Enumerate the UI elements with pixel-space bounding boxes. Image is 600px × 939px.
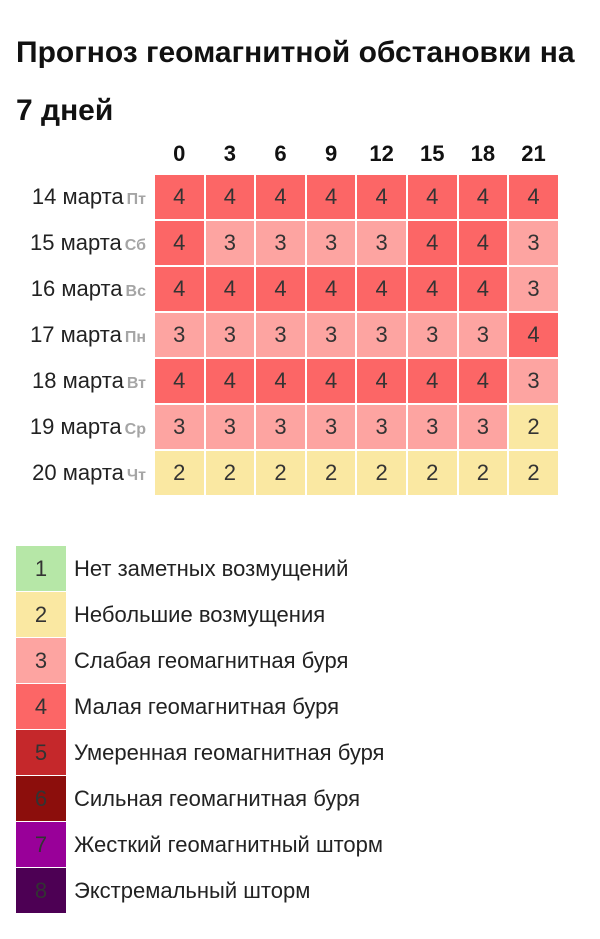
row-label — [0, 184, 150, 210]
row-date: 14 марта — [31, 184, 124, 209]
heatmap-cell: 3 — [407, 312, 458, 358]
heatmap-cell: 2 — [407, 450, 458, 496]
heatmap-cell: 4 — [306, 358, 357, 404]
heatmap-cell: 2 — [306, 450, 357, 496]
heatmap-row — [0, 266, 559, 312]
row-label — [0, 414, 150, 440]
heatmap-cell: 4 — [508, 312, 559, 358]
legend-item — [16, 638, 384, 684]
heatmap-cell: 4 — [205, 266, 256, 312]
heatmap-cell: 2 — [508, 450, 559, 496]
heatmap-cell: 4 — [154, 358, 205, 404]
legend-item — [16, 684, 384, 730]
hour-header-row — [154, 134, 559, 174]
legend-swatch: 2 — [16, 592, 66, 638]
legend-swatch: 5 — [16, 730, 66, 776]
row-weekday: Пт — [126, 191, 146, 208]
heatmap-cell: 4 — [205, 358, 256, 404]
hour-tick-label: 3 — [223, 141, 237, 166]
heatmap-cell: 4 — [458, 174, 509, 220]
heatmap-cell: 3 — [255, 404, 306, 450]
row-date: 18 марта — [32, 368, 124, 393]
heatmap-cell: 4 — [306, 174, 357, 220]
heatmap-cell: 4 — [407, 220, 458, 266]
heatmap-cell: 3 — [508, 358, 559, 404]
heatmap-cell: 4 — [255, 358, 306, 404]
heatmap-cell: 2 — [458, 450, 509, 496]
legend-item — [16, 822, 384, 868]
legend-label: Экстремальный шторм — [74, 878, 311, 903]
hour-tick-label: 15 — [420, 141, 445, 166]
heatmap-cell: 2 — [255, 450, 306, 496]
row-weekday: Вт — [126, 375, 146, 392]
row-label — [0, 368, 150, 394]
heatmap-cell: 4 — [205, 174, 256, 220]
heatmap-cell: 2 — [154, 450, 205, 496]
heatmap-cell: 4 — [356, 266, 407, 312]
heatmap-cell: 4 — [458, 266, 509, 312]
row-label — [0, 322, 150, 348]
heatmap-cell: 4 — [407, 266, 458, 312]
legend-item — [16, 546, 384, 592]
row-weekday: Сб — [124, 237, 146, 254]
legend-label: Жесткий геомагнитный шторм — [74, 832, 384, 857]
legend — [16, 546, 384, 914]
heatmap-row — [0, 358, 559, 404]
row-date: 16 марта — [30, 276, 123, 301]
heatmap-row — [0, 450, 559, 496]
heatmap-cell: 2 — [508, 404, 559, 450]
heatmap-cell: 4 — [458, 220, 509, 266]
row-date: 17 марта — [30, 322, 122, 347]
heatmap-cell: 3 — [306, 404, 357, 450]
hour-tick-label: 6 — [274, 141, 287, 166]
row-label — [0, 460, 150, 486]
heatmap-cell: 3 — [154, 312, 205, 358]
legend-label: Слабая геомагнитная буря — [74, 648, 349, 673]
heatmap-cell: 4 — [255, 266, 306, 312]
row-date: 19 марта — [29, 414, 122, 439]
heatmap-cell: 4 — [407, 174, 458, 220]
legend-swatch: 7 — [16, 822, 66, 868]
legend-item — [16, 592, 384, 638]
hour-tick-label: 0 — [173, 141, 186, 166]
legend-label: Нет заметных возмущений — [74, 556, 349, 581]
hour-tick-label: 9 — [324, 141, 338, 166]
hour-tick-label: 21 — [521, 141, 546, 166]
heatmap-cell: 4 — [306, 266, 357, 312]
heatmap-cell: 2 — [356, 450, 407, 496]
heatmap-cell: 3 — [205, 312, 256, 358]
heatmap-row — [0, 312, 559, 358]
heatmap-cell: 4 — [154, 174, 205, 220]
legend-swatch: 1 — [16, 546, 66, 592]
row-label — [0, 230, 150, 256]
heatmap-cell: 3 — [356, 312, 407, 358]
legend-swatch: 3 — [16, 638, 66, 684]
heatmap-cell: 4 — [255, 174, 306, 220]
row-weekday: Пн — [124, 329, 146, 346]
legend-label: Сильная геомагнитная буря — [74, 786, 360, 811]
legend-label: Умеренная геомагнитная буря — [74, 740, 385, 765]
heatmap-cell: 3 — [154, 404, 205, 450]
legend-swatch: 6 — [16, 776, 66, 822]
heatmap-cell: 3 — [205, 220, 256, 266]
heatmap-cell: 4 — [356, 358, 407, 404]
row-weekday: Вс — [125, 283, 146, 300]
row-weekday: Чт — [126, 467, 146, 484]
heatmap-cell: 3 — [508, 220, 559, 266]
row-weekday: Ср — [124, 421, 146, 438]
heatmap-cell: 4 — [154, 220, 205, 266]
heatmap-cell: 3 — [306, 312, 357, 358]
hour-tick-label: 18 — [470, 141, 496, 166]
heatmap-cell: 3 — [205, 404, 256, 450]
heatmap-cell: 3 — [356, 220, 407, 266]
heatmap-cell: 3 — [356, 404, 407, 450]
legend-item — [16, 776, 384, 822]
heatmap-cell: 4 — [407, 358, 458, 404]
heatmap-cell: 3 — [458, 404, 509, 450]
legend-label: Небольшие возмущения — [74, 602, 326, 627]
heatmap-row — [0, 220, 559, 266]
heatmap-cell: 3 — [407, 404, 458, 450]
row-label — [0, 276, 150, 302]
hour-tick-label: 12 — [369, 141, 394, 166]
heatmap-cell: 4 — [154, 266, 205, 312]
heatmap-cell: 3 — [508, 266, 559, 312]
heatmap-cell: 4 — [508, 174, 559, 220]
legend-swatch: 4 — [16, 684, 66, 730]
heatmap-cell: 4 — [458, 358, 509, 404]
legend-item — [16, 868, 384, 914]
legend-label: Малая геомагнитная буря — [74, 694, 339, 719]
heatmap-cell: 4 — [356, 174, 407, 220]
heatmap-cell: 3 — [255, 220, 306, 266]
heatmap-cell: 3 — [306, 220, 357, 266]
heatmap-cell: 3 — [458, 312, 509, 358]
heatmap-cell: 2 — [205, 450, 256, 496]
legend-swatch: 8 — [16, 868, 66, 914]
heatmap-row — [0, 404, 559, 450]
page-title: Прогноз геомагнитной обстановки на 7 дней — [16, 36, 575, 127]
heatmap-cell: 3 — [255, 312, 306, 358]
row-date: 15 марта — [30, 230, 122, 255]
heatmap-row — [0, 174, 559, 220]
row-date: 20 марта — [32, 460, 124, 485]
legend-item — [16, 730, 384, 776]
